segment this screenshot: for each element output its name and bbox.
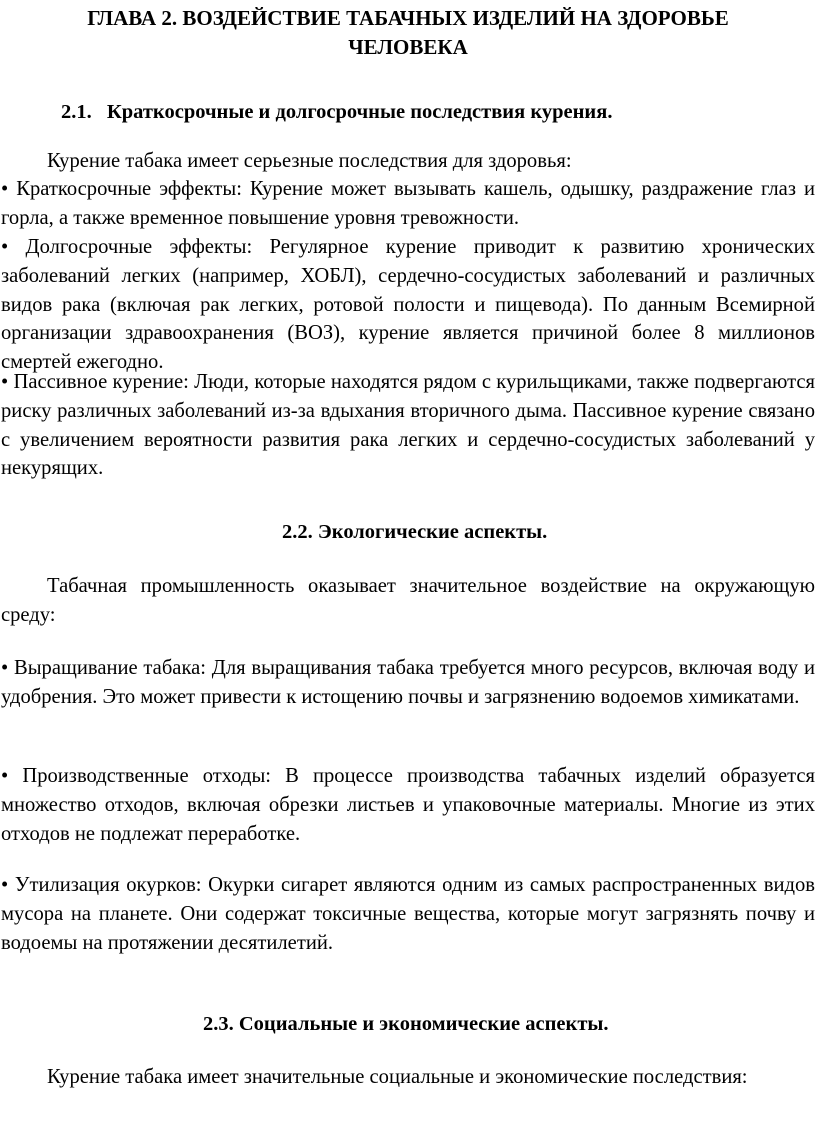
section-2-1-title: Краткосрочные и долгосрочные последствия курения. <box>106 101 613 123</box>
section-2-1-number: 2.1. <box>61 101 92 123</box>
section-2-1-bullet-long-term: • Долгосрочные эффекты: Регулярное курение приводит к развитию хронических заболеваний легких (например, ХОБЛ), сердечно-сосудистых заболеваний и различных видов рака (включая рак легких, ротовой полости и пищевода). По данным Всемирной организации здравоохранения (ВОЗ), курение является причиной более 8 миллионов смертей ежегодно. <box>1 236 815 374</box>
section-2-2-intro: Табачная промышленность оказывает значительное воздействие на окружающую среду: <box>1 575 815 626</box>
section-2-2-bullet-cultivation: • Выращивание табака: Для выращивания табака требуется много ресурсов, включая воду и удобрения. Это может привести к истощению почвы и загрязнению водоемов химикатами. <box>1 657 815 708</box>
section-2-3-heading: 2.3. Социальные и экономические аспекты. <box>203 1013 609 1035</box>
chapter-title: ГЛАВА 2. ВОЗДЕЙСТВИЕ ТАБАЧНЫХ ИЗДЕЛИЙ НА ЗДОРОВЬЕ ЧЕЛОВЕКА <box>87 6 729 59</box>
section-2-1-bullet-passive: • Пассивное курение: Люди, которые находятся рядом с курильщиками, также подвергаются риску различных заболеваний из-за вдыхания вторичного дыма. Пассивное курение связано с увеличением вероятности развития рака легких и сердечно-сосудистых заболеваний у некурящих. <box>1 371 815 480</box>
section-2-2-bullet-cigarette-butts: • Утилизация окурков: Окурки сигарет являются одним из самых распространенных видов мусора на планете. Они содержат токсичные вещества, которые могут загрязнять почву и водоемы на протяжении десятилетий. <box>1 874 815 954</box>
section-2-1-intro: Курение табака имеет серьезные последствия для здоровья: <box>47 150 572 172</box>
section-2-2-bullet-production-waste: • Производственные отходы: В процессе производства табачных изделий образуется множество отходов, включая обрезки листьев и упаковочные материалы. Многие из этих отходов не подлежат переработке. <box>1 765 815 845</box>
section-2-3-intro: Курение табака имеет значительные социальные и экономические последствия: <box>47 1066 748 1088</box>
section-2-1-heading <box>61 98 612 126</box>
section-2-2-heading: 2.2. Экологические аспекты. <box>282 521 548 543</box>
section-2-1-bullet-short-term: • Краткосрочные эффекты: Курение может вызывать кашель, одышку, раздражение глаз и горла, а также временное повышение уровня тревожности. <box>1 178 815 229</box>
